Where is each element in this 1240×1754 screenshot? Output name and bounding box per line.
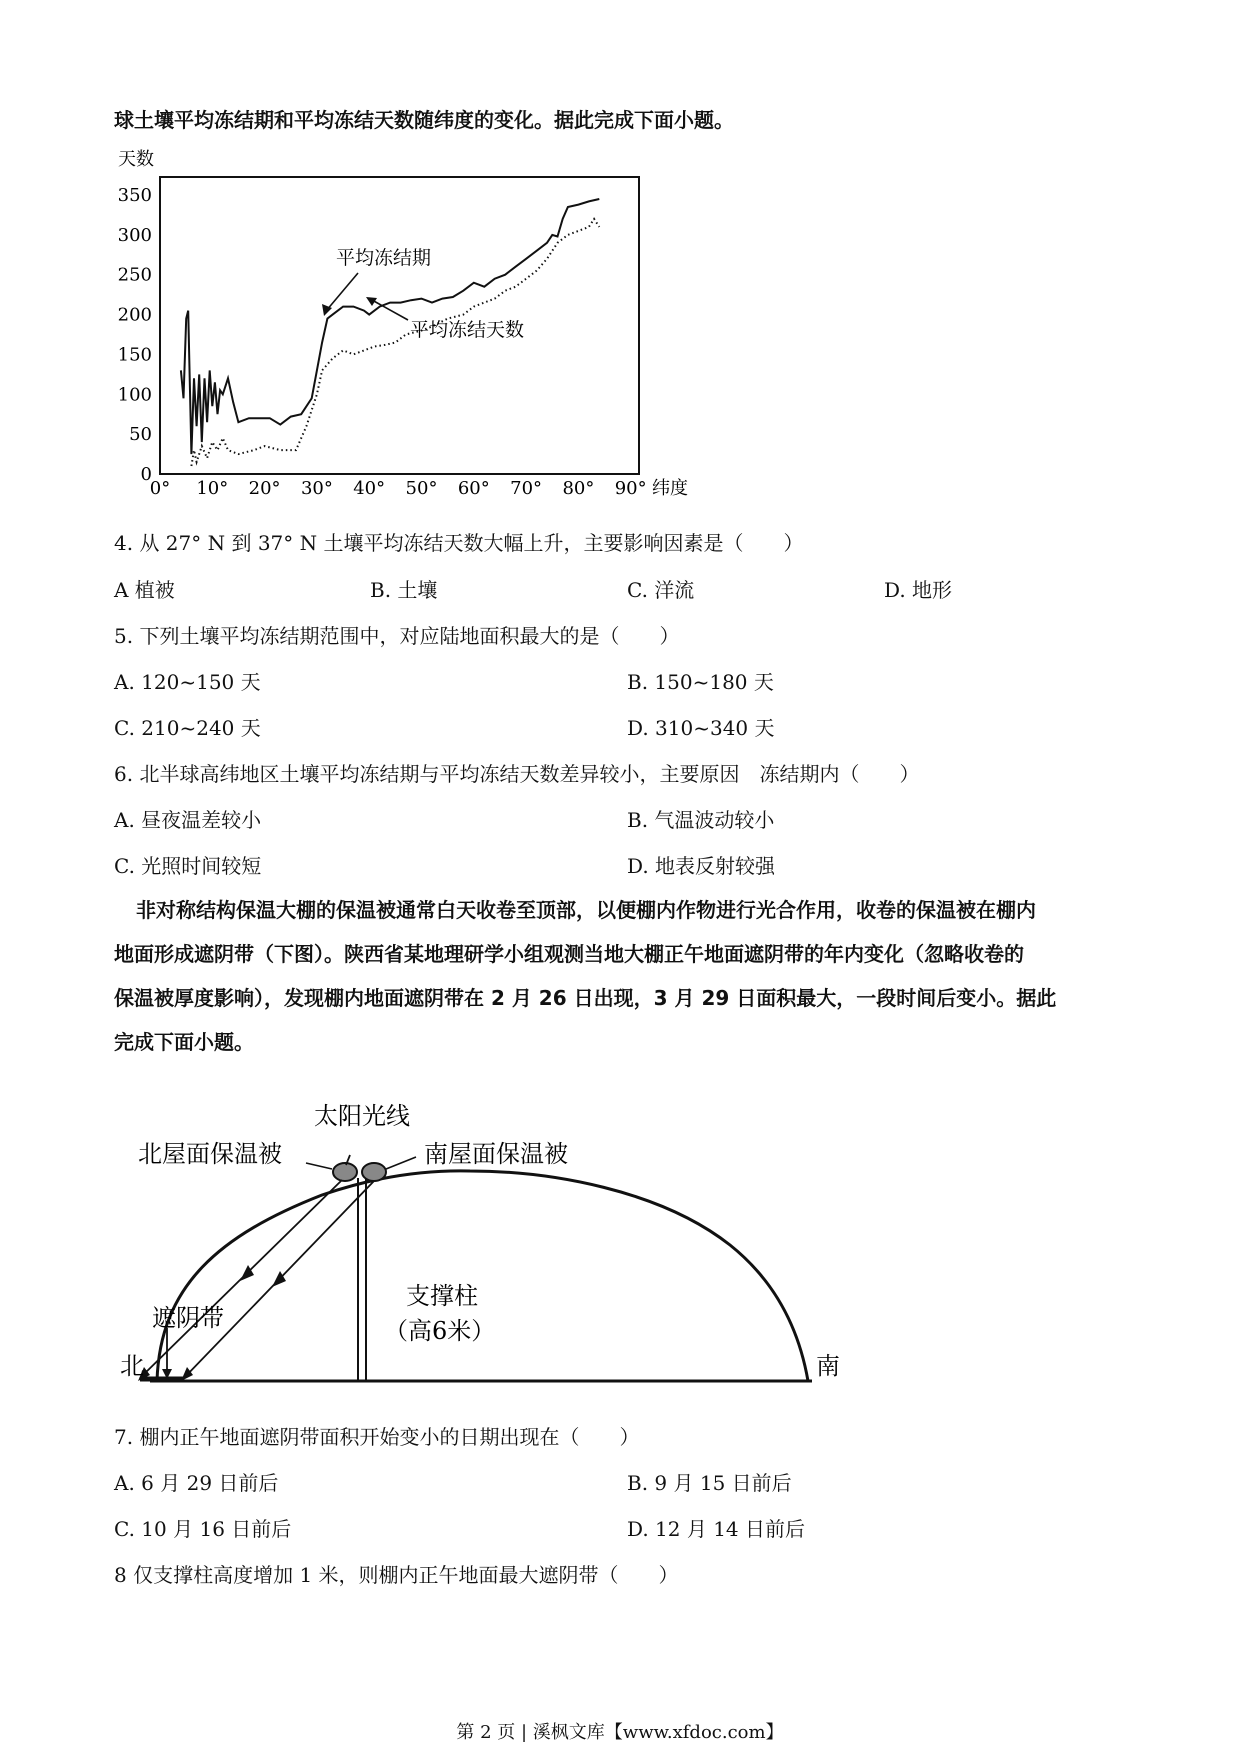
- passage-line: 地面形成遮阴带（下图）。陕西省某地理研学小组观测当地大棚正午地面遮阴带的年内变化（忽略收卷的: [114, 942, 1024, 966]
- q6-option-d: D. 地表反射较强: [627, 854, 776, 878]
- x-tick-label: 20°: [248, 478, 281, 499]
- north-label: 北: [120, 1352, 144, 1380]
- series-line-freeze-period: [181, 199, 599, 454]
- south-quilt-label: 南屋面保温被: [424, 1140, 568, 1168]
- greenhouse-roof-outline: [157, 1171, 808, 1381]
- q5-option-d: D. 310~340 天: [627, 716, 775, 740]
- freeze-chart: [100, 140, 720, 510]
- q4-stem: 4. 从 27° N 到 37° N 土壤平均冻结天数大幅上升，主要影响因素是（ ）: [114, 531, 804, 555]
- series-label-freeze-days: 平均冻结天数: [410, 319, 525, 341]
- passage-line: 非对称结构保温大棚的保温被通常白天收卷至顶部，以便棚内作物进行光合作用，收卷的保温被在棚内: [136, 898, 1036, 922]
- x-tick-label: 10°: [196, 478, 229, 499]
- q7-option-a: A. 6 月 29 日前后: [114, 1471, 279, 1495]
- x-tick-label: 60°: [457, 478, 490, 499]
- intro-text: 球土壤平均冻结期和平均冻结天数随纬度的变化。据此完成下面小题。: [114, 108, 734, 132]
- q6-stem: 6. 北半球高纬地区土壤平均冻结期与平均冻结天数差异较小，主要原因 冻结期内（ ）: [114, 762, 920, 786]
- q5-stem: 5. 下列土壤平均冻结期范围中，对应陆地面积最大的是（ ）: [114, 624, 680, 648]
- passage-2: [114, 888, 1134, 1064]
- x-axis-label: 纬度: [652, 478, 688, 499]
- page-footer: 第 2 页 | 溪枫文库【www.xfdoc.com】: [456, 1722, 784, 1743]
- y-axis-label: 天数: [118, 149, 154, 170]
- q5-option-c: C. 210~240 天: [114, 716, 261, 740]
- south-label: 南: [816, 1352, 840, 1380]
- q7-option-d: D. 12 月 14 日前后: [627, 1517, 806, 1541]
- y-tick-label: 150: [117, 344, 152, 366]
- q4-option-b: B. 土壤: [370, 578, 438, 602]
- x-tick-label: 0°: [149, 478, 171, 499]
- shade-band-label: 遮阴带: [152, 1304, 224, 1332]
- north-quilt-label: 北屋面保温被: [138, 1140, 282, 1168]
- q4-option-c: C. 洋流: [627, 578, 695, 602]
- y-tick-label: 50: [129, 424, 152, 446]
- q6-option-a: A. 昼夜温差较小: [114, 808, 262, 832]
- q7-stem: 7. 棚内正午地面遮阴带面积开始变小的日期出现在（ ）: [114, 1425, 640, 1449]
- x-tick-labels: [150, 478, 647, 499]
- y-tick-label: 250: [117, 264, 152, 286]
- x-tick-label: 40°: [353, 478, 386, 499]
- y-tick-label: 200: [117, 304, 152, 326]
- y-tick-label: 100: [117, 384, 152, 406]
- y-tick-label: 0: [140, 464, 152, 485]
- q5-option-a: A. 120~150 天: [114, 670, 261, 694]
- q6-option-b: B. 气温波动较小: [627, 808, 775, 832]
- south-quilt-pointer: [386, 1157, 416, 1169]
- series-layer: [181, 199, 599, 466]
- x-tick-label: 90°: [614, 478, 647, 499]
- q7-option-b: B. 9 月 15 日前后: [627, 1471, 792, 1495]
- freeze-period-arrow-line: [326, 273, 358, 311]
- greenhouse-diagram: [100, 1085, 860, 1400]
- north-quilt-pointer: [306, 1163, 332, 1169]
- q7-option-c: C. 10 月 16 日前后: [114, 1517, 292, 1541]
- q4-option-a: A 植被: [114, 578, 175, 602]
- passage-line: 保温被厚度影响），发现棚内地面遮阴带在 2 月 26 日出现，3 月 29 日面积最大，一段时间后变小。据此: [114, 986, 1057, 1010]
- south-quilt-roll: [362, 1163, 386, 1181]
- plot-frame: [160, 177, 639, 474]
- x-tick-label: 70°: [510, 478, 543, 499]
- y-tick-label: 350: [117, 185, 152, 206]
- q8-stem: 8 仅支撑柱高度增加 1 米，则棚内正午地面最大遮阴带（ ）: [114, 1563, 679, 1587]
- q5-option-b: B. 150~180 天: [627, 670, 774, 694]
- q6-option-c: C. 光照时间较短: [114, 854, 262, 878]
- pillar-height-label: （高6米）: [384, 1317, 496, 1345]
- x-tick-label: 80°: [562, 478, 595, 499]
- pillar-label: 支撑柱: [406, 1282, 478, 1310]
- sun-rays-label: 太阳光线: [314, 1102, 410, 1130]
- x-tick-label: 50°: [405, 478, 438, 499]
- north-quilt-roll: [333, 1163, 357, 1181]
- passage-line: 完成下面小题。: [114, 1030, 254, 1054]
- x-tick-label: 30°: [300, 478, 333, 499]
- y-tick-labels: [118, 185, 152, 485]
- series-label-freeze-period: 平均冻结期: [336, 247, 432, 269]
- y-tick-label: 300: [117, 224, 152, 246]
- q4-option-d: D. 地形: [884, 578, 953, 602]
